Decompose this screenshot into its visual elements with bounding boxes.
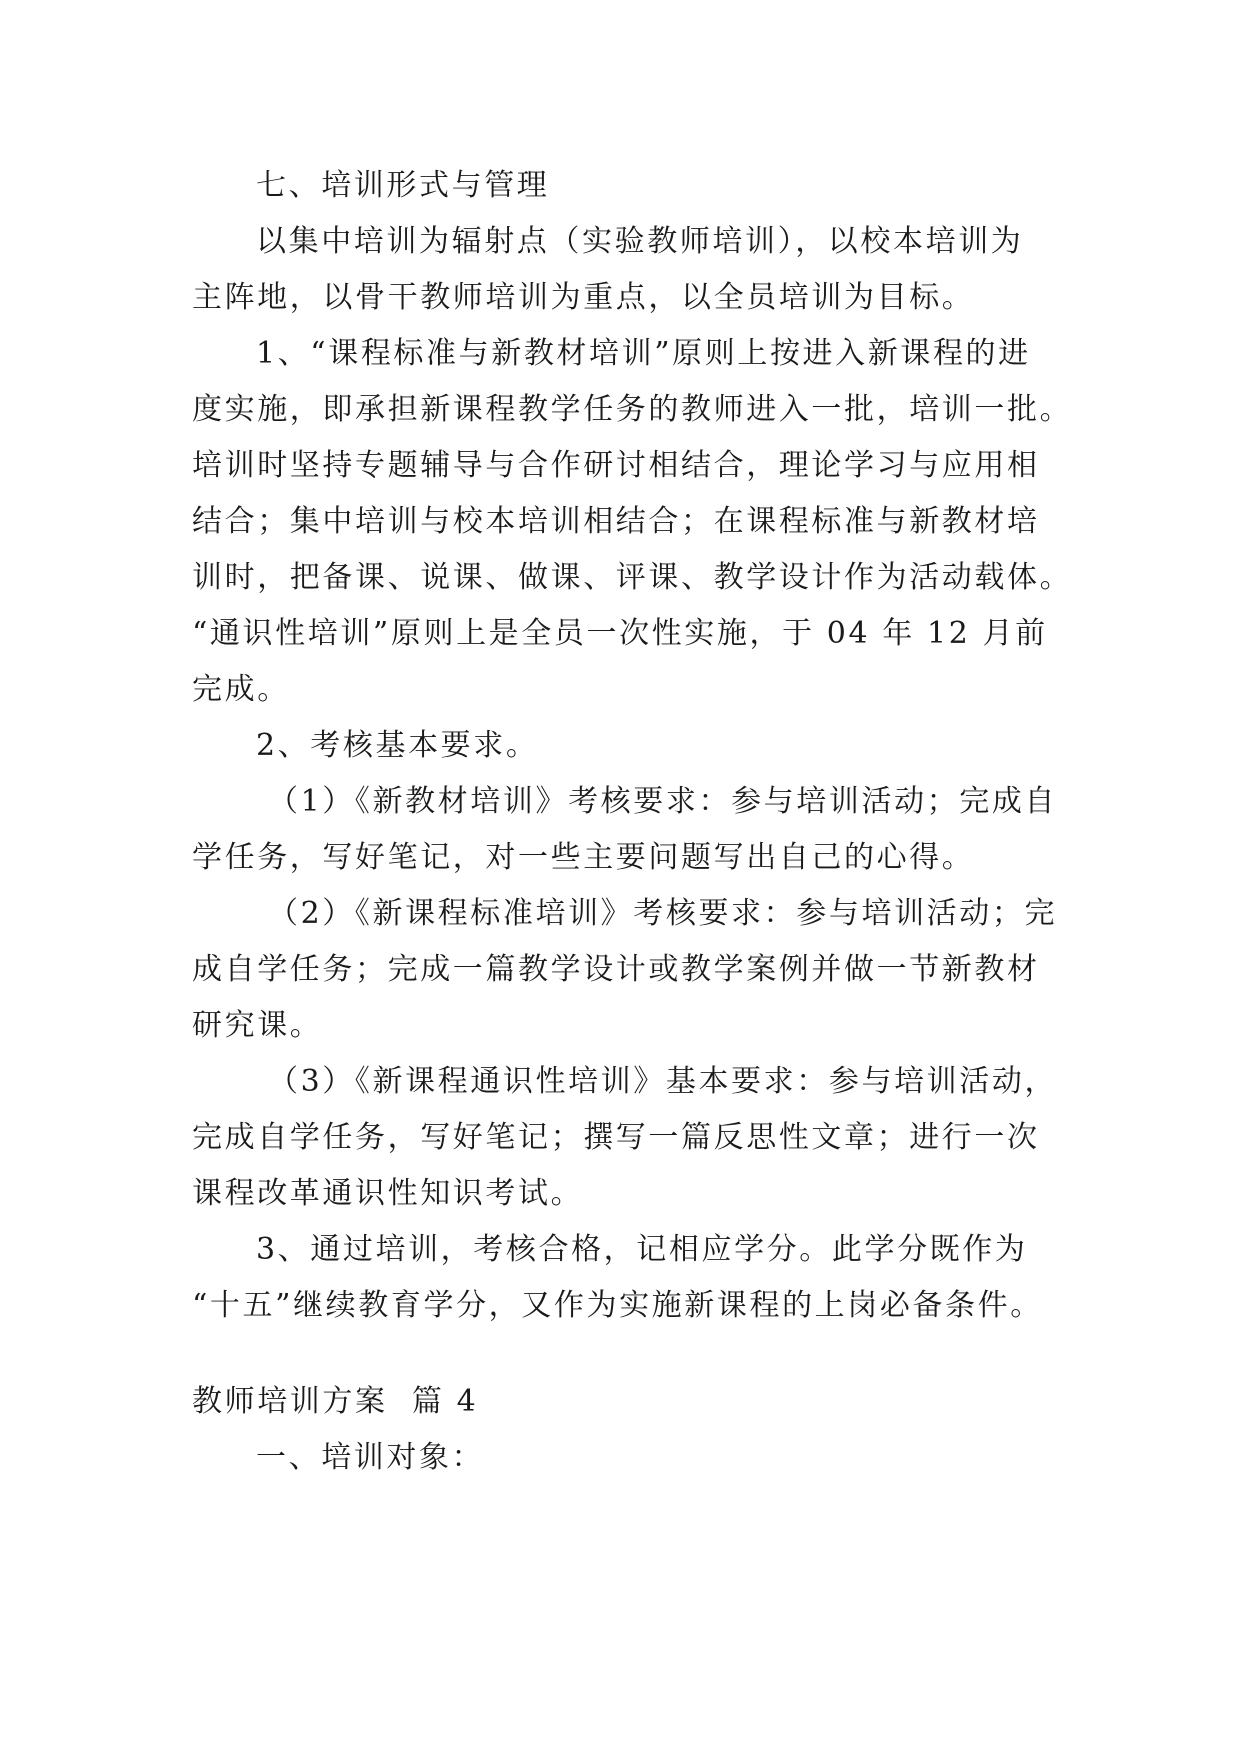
paragraph-line: 1、“课程标准与新教材培训”原则上按进入新课程的进: [256, 336, 1031, 371]
section-heading-training-target: 一、培训对象：: [256, 1440, 485, 1475]
paragraph-line: 训时，把备课、说课、做课、评课、教学设计作为活动载体。: [192, 560, 1073, 595]
paragraph-line: 度实施，即承担新课程教学任务的教师进入一批，培训一批。: [192, 392, 1073, 427]
paragraph-line: 结合；集中培训与校本培训相结合；在课程标准与新教材培: [192, 504, 1040, 539]
paragraph-line: （1）《新教材培训》考核要求：参与培训活动；完成自: [268, 784, 1058, 819]
document-section-title: 教师培训方案 篇 4: [192, 1384, 479, 1419]
paragraph-line: 2、考核基本要求。: [256, 728, 539, 763]
paragraph-line: 3、通过培训，考核合格，记相应学分。此学分既作为: [256, 1232, 1028, 1267]
paragraph-line: 完成自学任务，写好笔记；撰写一篇反思性文章；进行一次: [192, 1120, 1040, 1155]
paragraph-line: 成自学任务；完成一篇教学设计或教学案例并做一节新教材: [192, 952, 1040, 987]
paragraph-line: （3）《新课程通识性培训》基本要求：参与培训活动，: [268, 1064, 1058, 1099]
paragraph-line: 学任务，写好笔记，对一些主要问题写出自己的心得。: [192, 840, 975, 875]
paragraph-line: 培训时坚持专题辅导与合作研讨相结合，理论学习与应用相: [192, 448, 1040, 483]
paragraph-line: “通识性培训”原则上是全员一次性实施，于 04 年 12 月前: [192, 616, 1048, 651]
paragraph-line: （2）《新课程标准培训》考核要求：参与培训活动；完: [268, 896, 1058, 931]
paragraph-line: 以集中培训为辐射点（实验教师培训），以校本培训为: [256, 224, 1024, 259]
section-heading-training-form: 七、培训形式与管理: [256, 168, 550, 203]
paragraph-line: 完成。: [192, 672, 290, 707]
paragraph-line: 研究课。: [192, 1008, 323, 1043]
paragraph-line: “十五”继续教育学分，又作为实施新课程的上岗必备条件。: [192, 1288, 1043, 1323]
paragraph-line: 课程改革通识性知识考试。: [192, 1176, 584, 1211]
paragraph-line: 主阵地，以骨干教师培训为重点，以全员培训为目标。: [192, 280, 975, 315]
